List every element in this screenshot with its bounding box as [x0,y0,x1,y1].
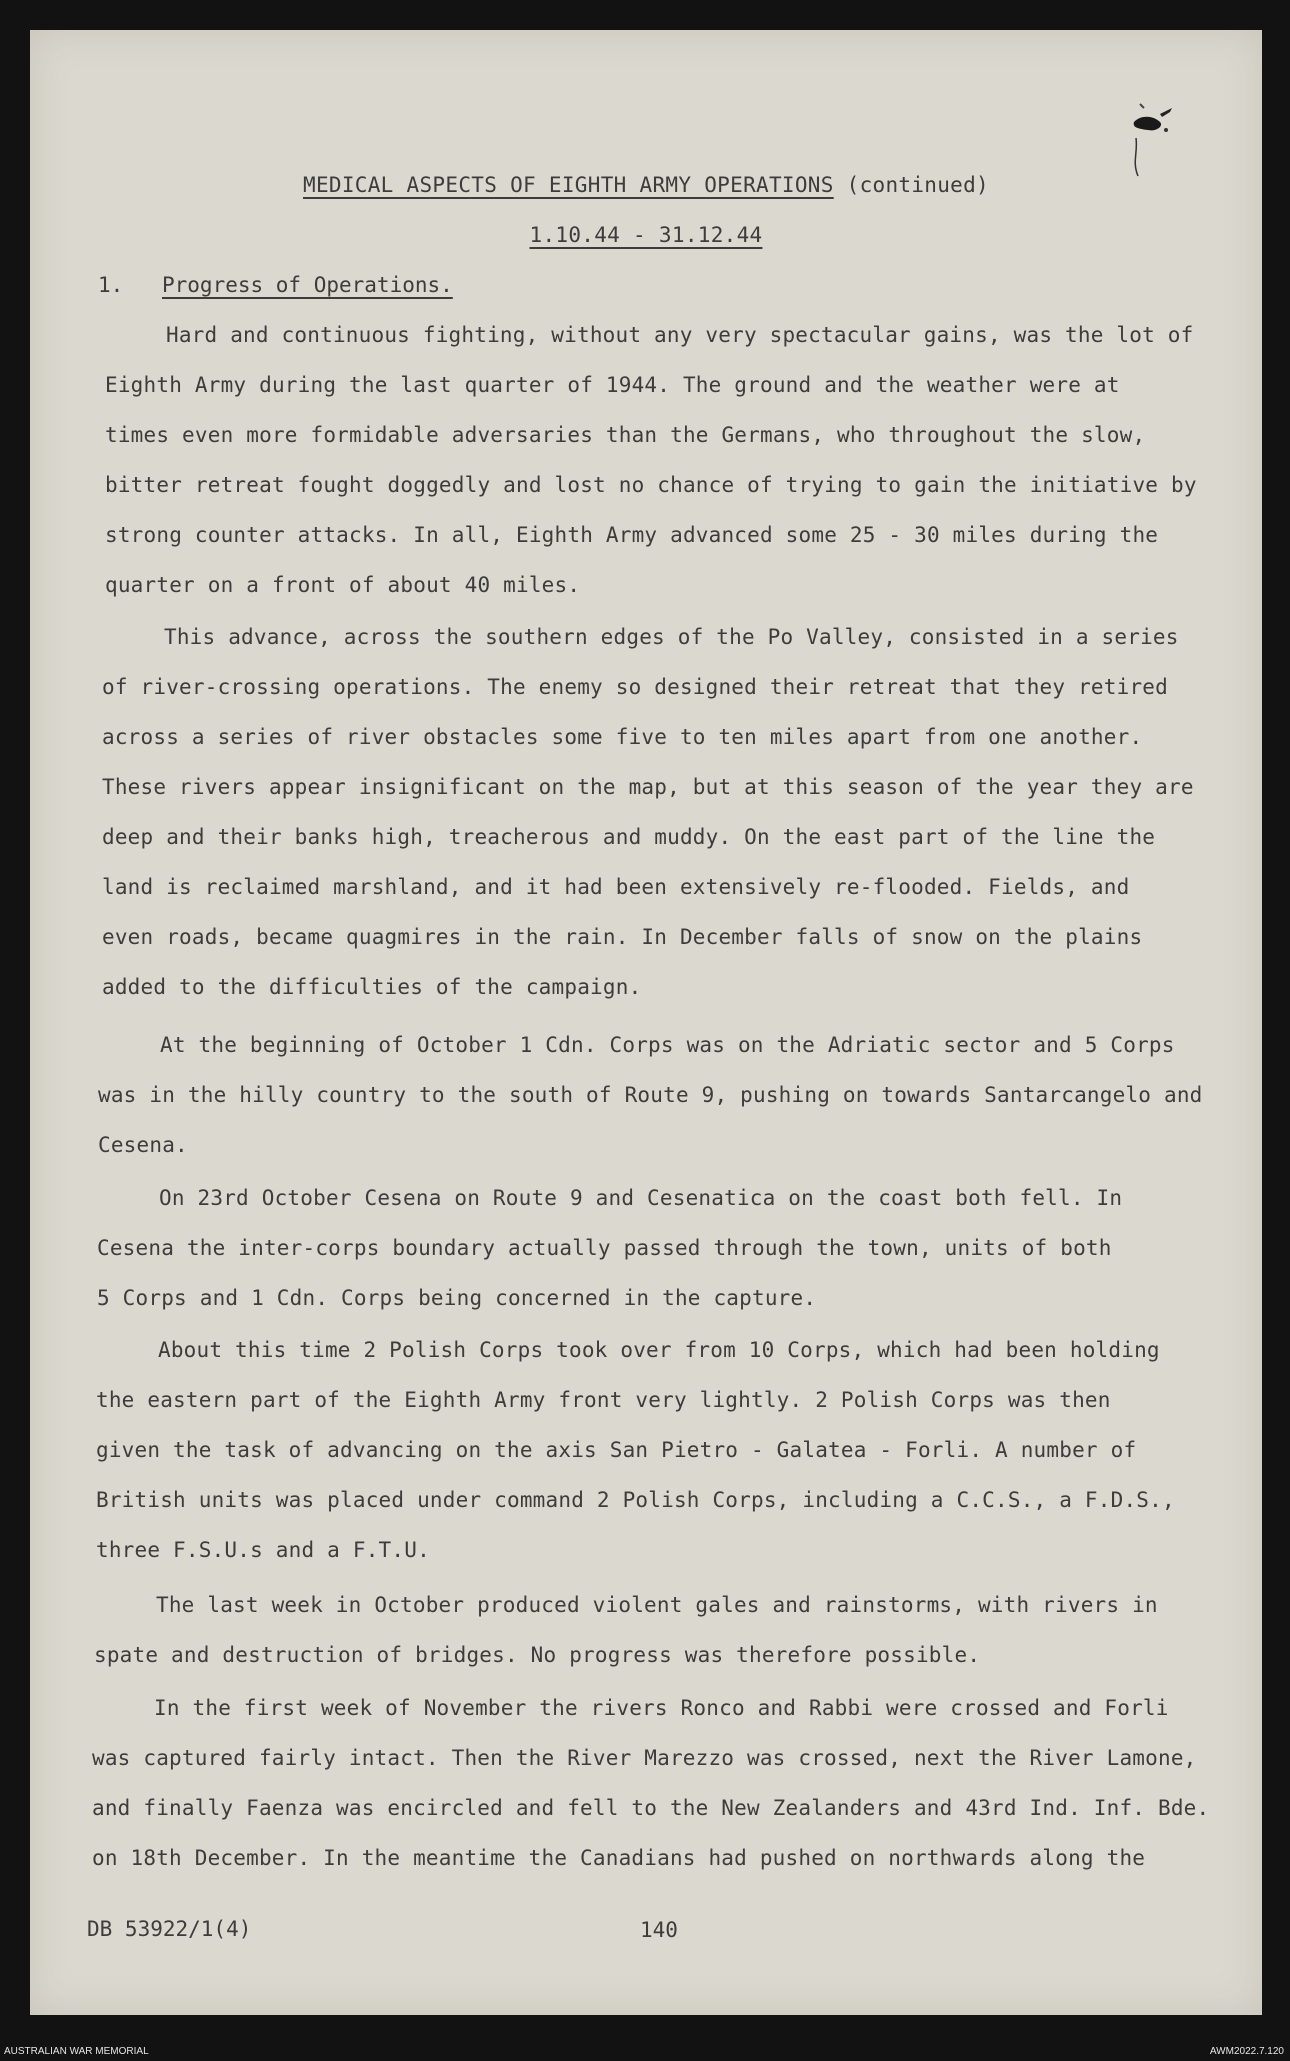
body-line: three F.S.U.s and a F.T.U. [96,1538,430,1562]
document-title [30,173,1262,197]
body-line: Hard and continuous fighting, without any very spectacular gains, was the lot of [166,323,1194,347]
archive-id: AWM2022.7.120 [1209,2046,1284,2057]
document-title-suffix: (continued) [846,173,989,197]
body-line: At the beginning of October 1 Cdn. Corps was on the Adriatic sector and 5 Corps [160,1033,1175,1057]
body-line: bitter retreat fought doggedly and lost no chance of trying to gain the initiative by [105,473,1197,497]
body-line: strong counter attacks. In all, Eighth Army advanced some 25 - 30 miles during the [105,523,1159,547]
document-title-main: MEDICAL ASPECTS OF EIGHTH ARMY OPERATIONS [303,173,834,197]
page-number: 140 [640,1918,678,1942]
date-range [30,223,1262,247]
body-line: added to the difficulties of the campaign. [102,975,642,999]
body-line: spate and destruction of bridges. No progress was therefore possible. [94,1643,981,1667]
date-range-text: 1.10.44 - 31.12.44 [529,223,763,247]
body-line: deep and their banks high, treacherous and muddy. On the east part of the line the [102,825,1156,849]
archive-label: AUSTRALIAN WAR MEMORIAL [4,2046,149,2057]
body-line: The last week in October produced violent gales and rainstorms, with rivers in [156,1593,1158,1617]
body-line: Eighth Army during the last quarter of 1944. The ground and the weather were at [105,373,1120,397]
section-title: Progress of Operations. [162,273,453,297]
body-line: times even more formidable adversaries than the Germans, who throughout the slow, [105,423,1146,447]
document-page [30,30,1262,2015]
body-line: given the task of advancing on the axis San Pietro - Galatea - Forli. A number of [96,1438,1137,1462]
body-line: was captured fairly intact. Then the River Marezzo was crossed, next the River Lamone, [92,1746,1197,1770]
document-reference: DB 53922/1(4) [87,1917,252,1941]
body-line: 5 Corps and 1 Cdn. Corps being concerned in the capture. [97,1286,817,1310]
body-line: Cesena. [98,1133,188,1157]
body-line: of river-crossing operations. The enemy so designed their retreat that they retired [102,675,1168,699]
body-line: and finally Faenza was encircled and fell to the New Zealanders and 43rd Ind. Inf. Bde. [92,1796,1210,1820]
body-line: This advance, across the southern edges of the Po Valley, consisted in a series [164,625,1179,649]
body-line: On 23rd October Cesena on Route 9 and Cesenatica on the coast both fell. In [159,1186,1123,1210]
body-line: About this time 2 Polish Corps took over from 10 Corps, which had been holding [158,1338,1160,1362]
body-line: These rivers appear insignificant on the map, but at this season of the year they are [102,775,1194,799]
body-line: across a series of river obstacles some five to ten miles apart from one another. [102,725,1143,749]
body-line: land is reclaimed marshland, and it had been extensively re-flooded. Fields, and [102,875,1130,899]
body-line: Cesena the inter-corps boundary actually passed through the town, units of both [97,1236,1112,1260]
body-line: quarter on a front of about 40 miles. [105,573,581,597]
body-line: the eastern part of the Eighth Army front very lightly. 2 Polish Corps was then [96,1388,1111,1412]
body-line: British units was placed under command 2 Polish Corps, including a C.C.S., a F.D.S., [96,1488,1175,1512]
section-number: 1. [98,273,124,297]
section-heading [98,273,453,297]
body-line: was in the hilly country to the south of Route 9, pushing on towards Santarcangelo and [98,1083,1203,1107]
body-line: In the first week of November the rivers Ronco and Rabbi were crossed and Forli [154,1696,1169,1720]
body-line: even roads, became quagmires in the rain. In December falls of snow on the plains [102,925,1143,949]
body-line: on 18th December. In the meantime the Canadians had pushed on northwards along the [92,1846,1146,1870]
